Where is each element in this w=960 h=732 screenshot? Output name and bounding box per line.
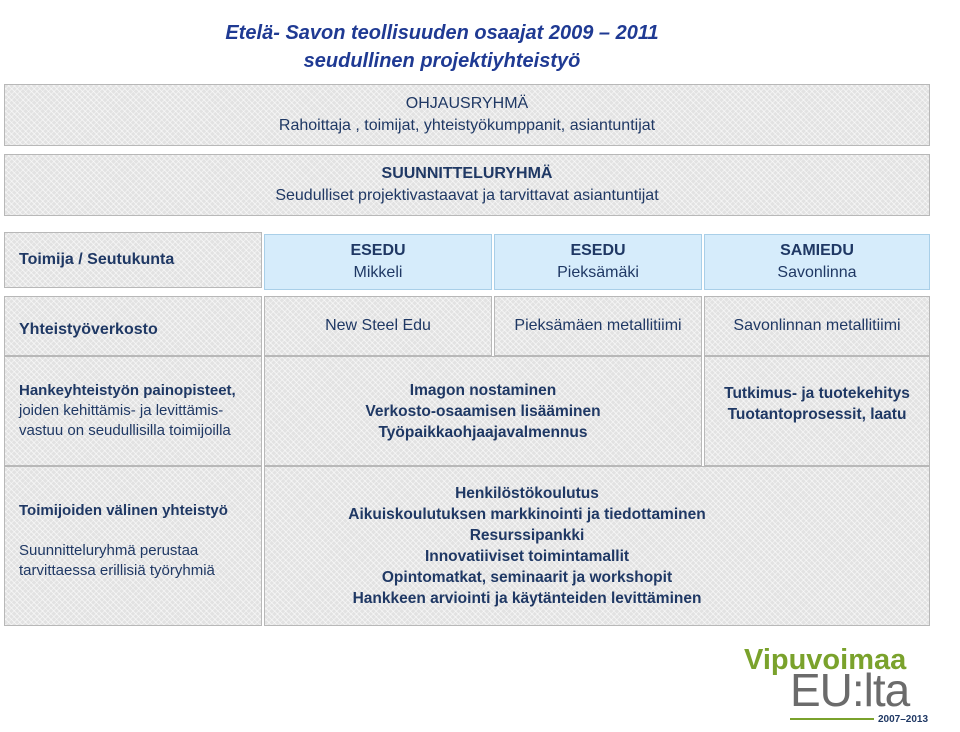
painopiste-item: Imagon nostaminen	[409, 381, 557, 399]
toimija-cell-line2: Pieksämäki	[557, 264, 639, 281]
yhteistyo-item: Aikuiskoulutuksen markkinointi ja tiedottaminen	[348, 506, 706, 523]
verkosto-cell-text: Savonlinnan metallitiimi	[733, 317, 901, 334]
toimija-cell-line2: Mikkeli	[353, 264, 403, 281]
vipuvoimaa-eu-logo	[740, 644, 940, 730]
suunnitteluryhma-box	[4, 154, 930, 216]
logo-years-text: 2007–2013	[878, 714, 929, 725]
yhteistyo-item: Resurssipankki	[469, 527, 585, 544]
verkosto-cell-text: New Steel Edu	[325, 317, 431, 334]
toimija-cell-mikkeli	[264, 234, 492, 290]
painopiste-item: Tutkimus- ja tuotekehitys	[724, 385, 910, 402]
yhteistyo-item: Hankkeen arviointi ja käytänteiden levittäminen	[352, 590, 702, 607]
yhteistyo-label-line1: Suunnitteluryhmä perustaa	[19, 542, 199, 559]
toimija-cell-line1: ESEDU	[570, 242, 626, 259]
toimija-cell-line1: SAMIEDU	[780, 242, 854, 259]
yhteistyo-label-heading: Toimijoiden välinen yhteistyö	[19, 502, 228, 519]
yhteistyo-item: Innovatiiviset toimintamallit	[424, 548, 630, 565]
yhteistyo-item: Opintomatkat, seminaarit ja workshopit	[381, 569, 673, 586]
painopiste-item: Verkosto-osaamisen lisääminen	[365, 402, 601, 420]
verkosto-cell-savonlinna	[704, 296, 930, 356]
painopiste-item: Tuotantoprosessit, laatu	[727, 406, 907, 423]
suunnitteluryhma-heading: SUUNNITTELURYHMÄ	[381, 165, 553, 182]
painopisteet-label-line2: joiden kehittämis- ja levittämis-	[19, 402, 224, 419]
verkosto-cell-text: Pieksämäen metallitiimi	[514, 317, 682, 334]
yhteistyo-list	[348, 483, 705, 609]
painopisteet-label-line3: vastuu on seudullisilla toimijoilla	[19, 422, 231, 439]
logo-underline	[790, 718, 874, 720]
toimija-label-cell	[4, 232, 262, 288]
toimija-label: Toimija / Seutukunta	[19, 251, 175, 268]
diagram-title: Etelä- Savon teollisuuden osaajat 2009 – 2011	[225, 22, 659, 44]
ohjausryhma-subtitle: Rahoittaja , toimijat, yhteistyökumppanit, asiantuntijat	[278, 117, 656, 134]
painopiste-item: Työpaikkaohjaajavalmennus	[378, 423, 588, 441]
logo-top-text: Vipuvoimaa	[744, 644, 907, 676]
diagram-subtitle: seudullinen projektiyhteistyö	[303, 50, 581, 72]
logo-main-text: EU:lta	[790, 664, 910, 716]
painopisteet-middle-cell	[264, 356, 702, 466]
verkosto-label-cell	[4, 296, 262, 356]
painopisteet-label-line1: Hankeyhteistyön painopisteet,	[19, 382, 236, 399]
verkosto-cell-pieksamaki	[494, 296, 702, 356]
toimija-cell-pieksamaki	[494, 234, 702, 290]
yhteistyo-label-cell	[4, 466, 262, 626]
verkosto-label: Yhteistyöverkosto	[19, 321, 158, 338]
yhteistyo-label-line2: tarvittaessa erillisiä työryhmiä	[19, 562, 215, 579]
toimija-cell-line1: ESEDU	[350, 242, 406, 259]
yhteistyo-item: Henkilöstökoulutus	[455, 485, 599, 502]
painopisteet-right-cell	[704, 356, 930, 466]
suunnitteluryhma-subtitle: Seudulliset projektivastaavat ja tarvittavat asiantuntijat	[275, 187, 659, 204]
ohjausryhma-heading: OHJAUSRYHMÄ	[405, 95, 529, 112]
toimija-cell-savonlinna	[704, 234, 930, 290]
toimija-cell-line2: Savonlinna	[777, 264, 857, 281]
painopisteet-label-cell	[4, 356, 262, 466]
verkosto-cell-newsteel	[264, 296, 492, 356]
ohjausryhma-box	[4, 84, 930, 146]
yhteistyo-list-cell	[264, 466, 930, 626]
